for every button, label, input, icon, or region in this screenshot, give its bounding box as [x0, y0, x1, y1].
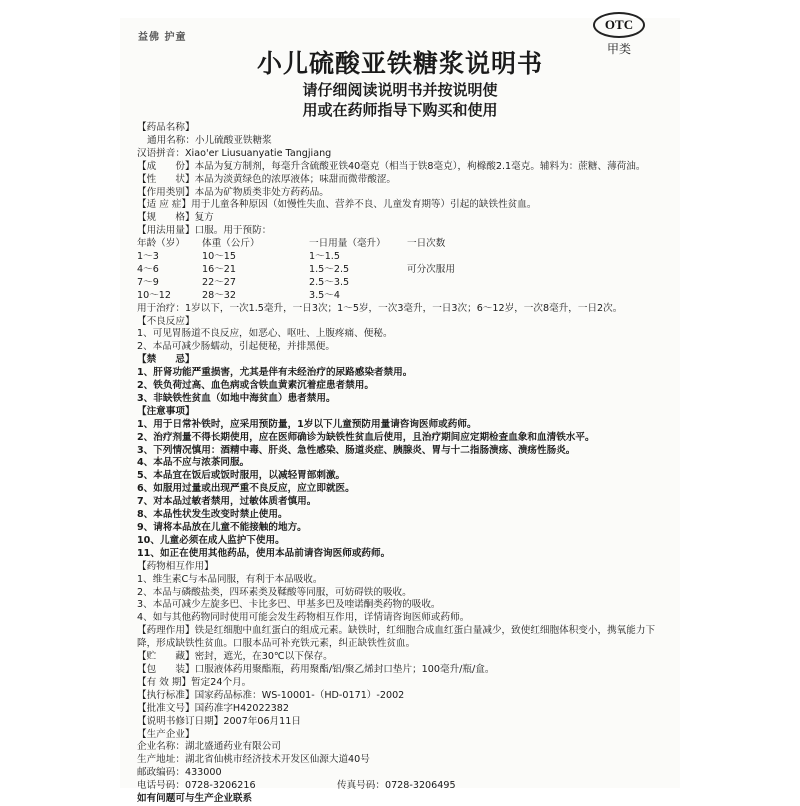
- contact-footer: 如有问题可与生产企业联系: [137, 793, 253, 805]
- brand-logo: 益佛 护童: [138, 32, 187, 43]
- approval-label: 【批准文号】: [137, 702, 195, 714]
- composition-label: 【成 份】: [137, 160, 195, 172]
- dosage-col-weight: 体重（公斤）: [202, 238, 260, 250]
- precaution-item: 2、治疗剂量不得长期使用，应在医师确诊为缺铁性贫血后使用，且治疗期间应定期检查血象和血清铁水平。: [137, 431, 595, 443]
- precaution-item: 5、本品宜在饭后或饭时服用，以减轻胃部刺激。: [137, 470, 346, 482]
- package-text: 口服液体药用聚酯瓶，药用聚酯/铝/聚乙烯封口垫片；100毫升/瓶/盒。: [194, 663, 495, 675]
- section-composition: [137, 161, 667, 174]
- dosage-table-header: [137, 238, 667, 251]
- validity-label: 【有 效 期】: [137, 676, 192, 688]
- precaution-item: 1、用于日常补铁时，应采用预防量，1岁以下儿童预防用量请咨询医师或药师。: [137, 418, 477, 430]
- section-header-adverse: 【不良反应】: [137, 315, 195, 327]
- subtitle-line-1: 请仔细阅读说明书并按说明使: [302, 81, 498, 99]
- manufacturer-name: 企业名称：湖北盛通药业有限公司: [137, 741, 281, 753]
- dosage-table-row: [137, 277, 667, 290]
- interaction-item: 2、本品与磷酸盐类，四环素类及鞣酸等同服，可妨碍铁的吸收。: [137, 586, 412, 598]
- precaution-item: 10、儿童必须在成人监护下使用。: [137, 534, 285, 546]
- dosage-weight: 16～21: [202, 263, 237, 275]
- pharmacology-label: 【药理作用】: [137, 625, 195, 637]
- interaction-item: 4、如与其他药物同时使用可能会发生药物相互作用，详情请咨询医师或药师。: [137, 612, 470, 624]
- leaflet-body: [137, 122, 667, 806]
- dosage-col-age: 年龄（岁）: [137, 238, 185, 250]
- section-indications: [137, 199, 667, 212]
- otc-class-label: 甲类: [606, 42, 631, 56]
- properties-label: 【性 状】: [137, 173, 195, 185]
- dosage-times: 可分次服用: [407, 263, 455, 275]
- pinyin-name: 汉语拼音：Xiao'er Liusuanyatie Tangjiang: [137, 147, 332, 159]
- precaution-item: 9、请将本品放在儿童不能接触的地方。: [137, 522, 307, 534]
- section-properties: [137, 174, 667, 187]
- generic-name: 通用名称：小儿硫酸亚铁糖浆: [147, 134, 272, 146]
- precaution-item: 4、本品不应与浓茶同服。: [137, 457, 250, 469]
- standard-label: 【执行标准】: [137, 689, 195, 701]
- dosage-amount: 3.5～4: [309, 289, 340, 301]
- precaution-item: 7、对本品过敏者禁用，过敏体质者慎用。: [137, 496, 317, 508]
- spec-label: 【规 格】: [137, 212, 195, 224]
- otc-badge: OTC: [593, 12, 645, 38]
- section-header-drug-name: 【药品名称】: [137, 122, 195, 133]
- manufacturer-phone: 电话号码：0728-3206216: [137, 780, 256, 792]
- dosage-table-row: [137, 251, 667, 264]
- approval-text: 国药准字H42022382: [194, 702, 289, 714]
- subtitle-line-2: 用或在药师指导下购买和使用: [302, 101, 498, 119]
- dosage-col-times: 一日次数: [407, 238, 446, 250]
- section-dosage: [137, 225, 667, 238]
- section-category: [137, 187, 667, 200]
- dosage-amount: 1.5～2.5: [309, 263, 350, 275]
- section-spec: [137, 212, 667, 225]
- interaction-item: 1、维生素C与本品同服，有利于本品吸收。: [137, 573, 323, 585]
- spec-text: 复方: [194, 212, 214, 224]
- dosage-table-row: [137, 290, 667, 303]
- pharmacology-text: 铁是红细胞中血红蛋白的组成元素。缺铁时，红细胞合成血红蛋白量减少，致使红细胞体积变小，携氧能力下降，形成缺铁性贫血。口服本品可补充铁元素，纠正缺铁性贫血。: [137, 625, 656, 650]
- dosage-col-daily-amount: 一日用量（毫升）: [309, 238, 386, 250]
- precaution-item: 6、如服用过量或出现严重不良反应，应立即就医。: [137, 483, 355, 495]
- manufacturer-fax: 传真号码：0728-3206495: [337, 780, 456, 792]
- contraindication-item: 3、非缺铁性贫血（如地中海贫血）患者禁用。: [137, 392, 336, 404]
- dosage-age: 7～9: [137, 276, 159, 288]
- dosage-weight: 28～32: [202, 289, 237, 301]
- validity-text: 暂定24个月。: [191, 676, 252, 688]
- section-header-manufacturer: 【生产企业】: [137, 728, 195, 740]
- standard-text: 国家药品标准：WS-10001-（HD-0171）-2002: [194, 689, 405, 701]
- storage-label: 【贮 藏】: [137, 651, 195, 663]
- manufacturer-postal: 邮政编码：433000: [137, 767, 222, 779]
- dosage-amount: 1～1.5: [309, 251, 340, 263]
- category-label: 【作用类别】: [137, 186, 195, 198]
- precaution-item: 8、本品性状发生改变时禁止使用。: [137, 509, 288, 521]
- section-package: [137, 664, 667, 677]
- dosage-age: 4～6: [137, 263, 159, 275]
- dosage-table-row: [137, 264, 667, 277]
- dosage-age: 1～3: [137, 251, 159, 263]
- dosage-treatment: 用于治疗：1岁以下，一次1.5毫升，一日3次；1～5岁，一次3毫升，一日3次；6～12岁，一次8毫升，一日2次。: [137, 302, 623, 314]
- properties-text: 本品为淡黄绿色的浓厚液体；味甜而微带酸涩。: [194, 173, 397, 185]
- interaction-item: 3、本品可减少左旋多巴、卡比多巴、甲基多巴及喹诺酮类药物的吸收。: [137, 599, 441, 611]
- document-title: 小儿硫酸亚铁糖浆说明书: [256, 49, 543, 78]
- precaution-item: 11、如正在使用其他药品，使用本品前请咨询医师或药师。: [137, 547, 391, 559]
- package-label: 【包 装】: [137, 663, 195, 675]
- dosage-amount: 2.5～3.5: [309, 276, 350, 288]
- dosage-text: 口服。用于预防：: [194, 225, 272, 237]
- section-header-precautions: 【注意事项】: [137, 405, 195, 417]
- dosage-label: 【用法用量】: [137, 225, 195, 237]
- section-storage: [137, 651, 667, 664]
- section-standard: [137, 690, 667, 703]
- contraindication-item: 1、肝肾功能严重损害，尤其是伴有未经治疗的尿路感染者禁用。: [137, 367, 413, 379]
- revision-text: 2007年06月11日: [223, 715, 301, 727]
- section-revision: [137, 716, 667, 729]
- dosage-age: 10～12: [137, 289, 172, 301]
- storage-text: 密封，遮光，在30℃以下保存。: [194, 651, 333, 663]
- dosage-weight: 22～27: [202, 276, 237, 288]
- manufacturer-contact: [137, 780, 667, 793]
- section-header-interactions: 【药物相互作用】: [137, 560, 214, 572]
- section-validity: [137, 677, 667, 690]
- indications-label: 【适 应 症】: [137, 199, 192, 211]
- adverse-item: 2、本品可减少肠蠕动，引起便秘，并排黑便。: [137, 341, 335, 353]
- section-approval: [137, 703, 667, 716]
- indications-text: 用于儿童各种原因（如慢性失血、营养不良、儿童发育期等）引起的缺铁性贫血。: [191, 199, 537, 211]
- dosage-weight: 10～15: [202, 251, 237, 263]
- precaution-item: 3、下列情况慎用：酒精中毒、肝炎、急性感染、肠道炎症、胰腺炎、胃与十二指肠溃疡、溃疡性肠炎。: [137, 444, 576, 456]
- revision-label: 【说明书修订日期】: [137, 715, 224, 727]
- composition-text: 本品为复方制剂，每毫升含硫酸亚铁40毫克（相当于铁8毫克），枸橼酸2.1毫克。辅料为：蔗糖、薄荷油。: [194, 160, 646, 172]
- section-pharmacology: [137, 625, 667, 651]
- adverse-item: 1、可见胃肠道不良反应，如恶心、呕吐、上腹疼痛、便秘。: [137, 328, 393, 340]
- category-text: 本品为矿物质类非处方药药品。: [194, 186, 329, 198]
- manufacturer-address: 生产地址：湖北省仙桃市经济技术开发区仙源大道40号: [137, 754, 370, 766]
- contraindication-item: 2、铁负荷过高、血色病或含铁血黄素沉着症患者禁用。: [137, 380, 374, 392]
- section-header-contraindications: 【禁 忌】: [137, 354, 195, 366]
